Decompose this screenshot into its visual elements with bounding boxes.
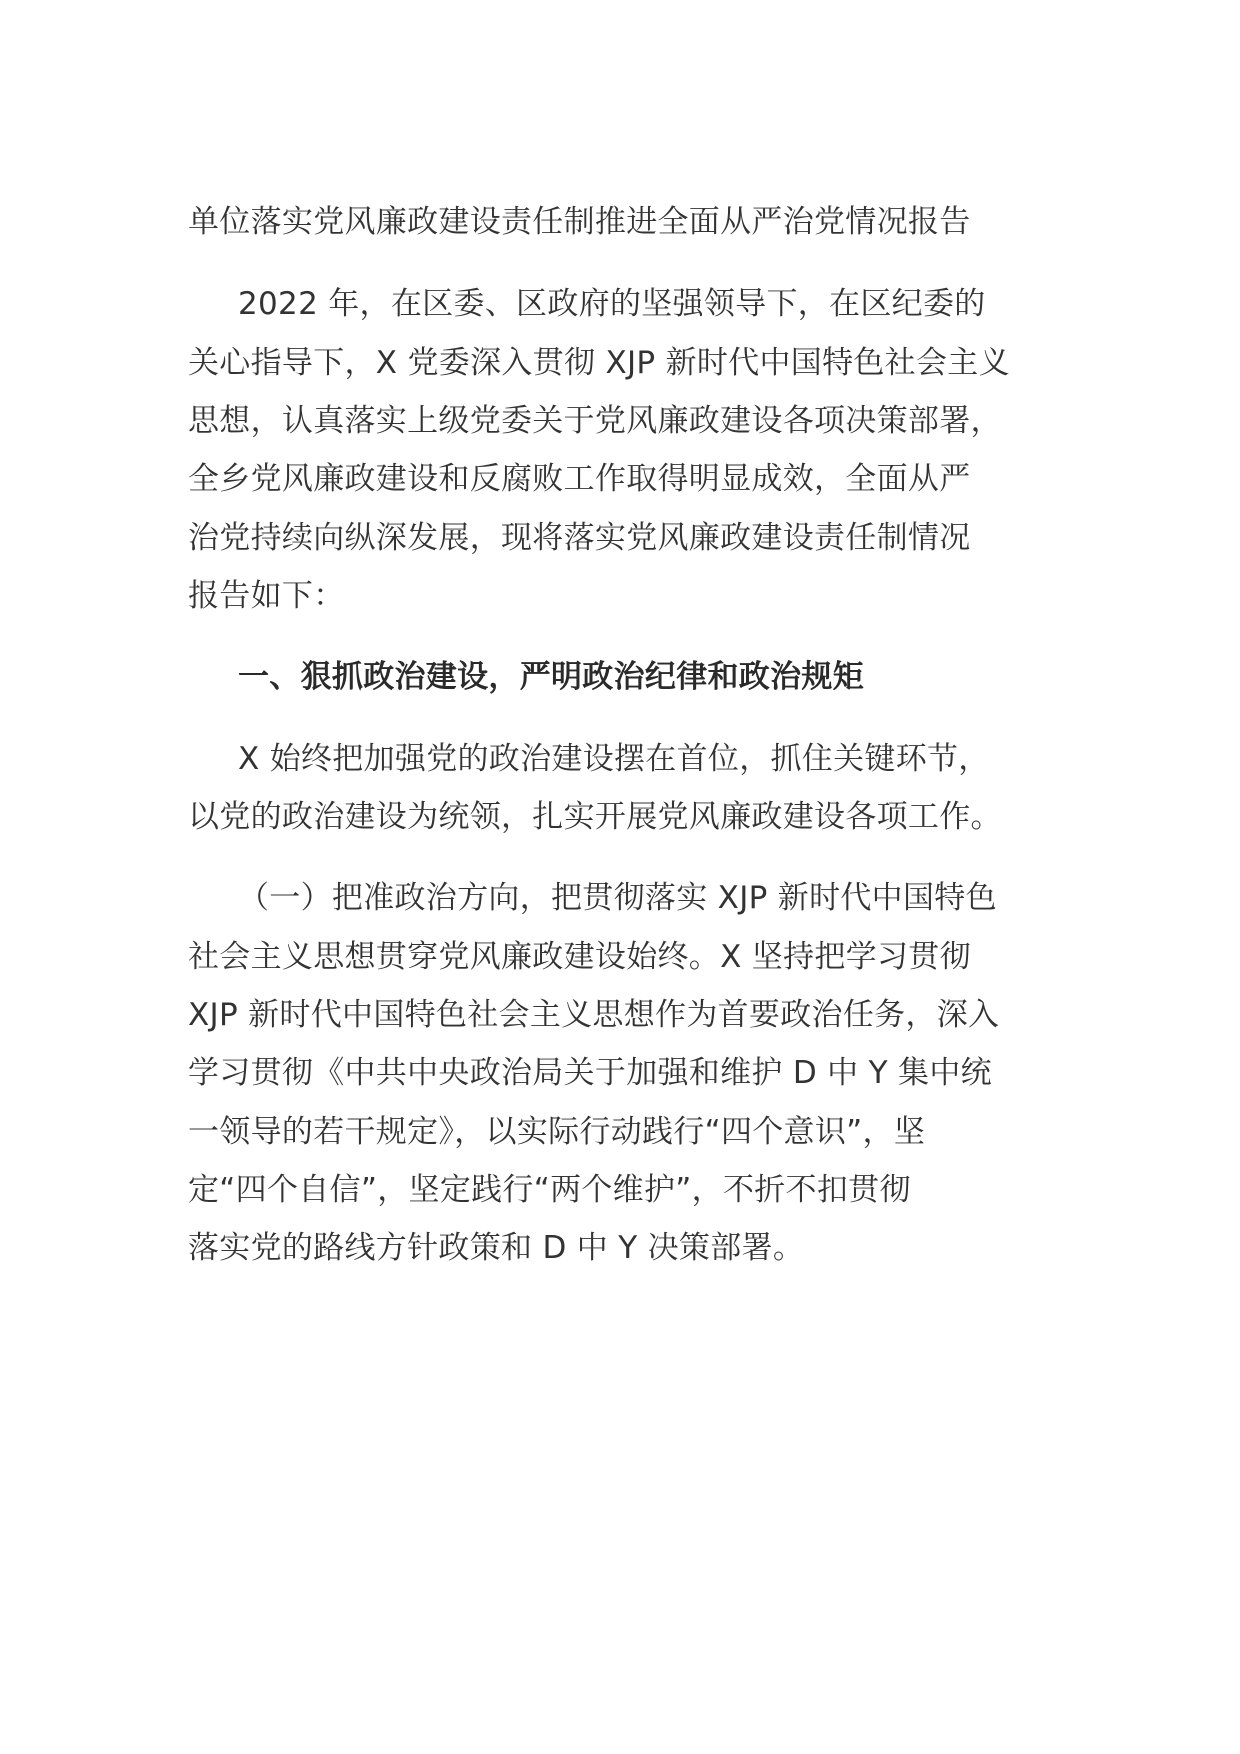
section-paragraph-line: 以党的政治建设为统领，扎实开展党风廉政建设各项工作。 [188, 799, 1002, 835]
intro-line: 治党持续向纵深发展，现将落实党风廉政建设责任制情况 [188, 520, 971, 556]
subsection-paragraph-line: 定“四个自信”，坚定践行“两个维护”，不折不扣贯彻 [188, 1172, 911, 1208]
section-heading: 一、狠抓政治建设，严明政治纪律和政治规矩 [238, 659, 864, 695]
subsection-paragraph-line: 落实党的路线方针政策和 D 中 Y 决策部署。 [188, 1230, 805, 1266]
section-paragraph-line: X 始终把加强党的政治建设摆在首位，抓住关键环节， [238, 741, 990, 777]
intro-line: 2022 年，在区委、区政府的坚强领导下，在区纪委的 [238, 286, 986, 322]
subsection-paragraph-line: 社会主义思想贯穿党风廉政建设始终。X 坚持把学习贯彻 [188, 939, 971, 975]
subsection-paragraph-line: 学习贯彻《中共中央政治局关于加强和维护 D 中 Y 集中统 [188, 1055, 992, 1091]
intro-line: 全乡党风廉政建设和反腐败工作取得明显成效，全面从严 [188, 461, 971, 497]
intro-line: 关心指导下，X 党委深入贯彻 XJP 新时代中国特色社会主义 [188, 345, 1010, 381]
document-title: 单位落实党风廉政建设责任制推进全面从严治党情况报告 [188, 204, 971, 240]
subsection-paragraph-line: （一）把准政治方向，把贯彻落实 XJP 新时代中国特色 [238, 880, 997, 916]
intro-line: 思想，认真落实上级党委关于党风廉政建设各项决策部署， [188, 403, 1002, 439]
subsection-paragraph-line: 一领导的若干规定》，以实际行动践行“四个意识”，坚 [188, 1114, 926, 1150]
subsection-paragraph-line: XJP 新时代中国特色社会主义思想作为首要政治任务，深入 [188, 997, 1000, 1033]
intro-line: 报告如下： [188, 578, 345, 614]
